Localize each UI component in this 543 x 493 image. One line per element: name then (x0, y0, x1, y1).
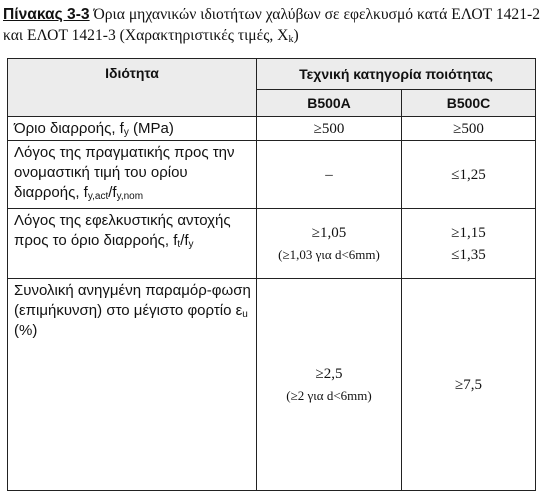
caption-subscript: k (288, 34, 294, 45)
header-b500c: B500C (402, 90, 536, 117)
table-row (8, 279, 536, 491)
table-row (8, 117, 536, 141)
value-b500c (402, 209, 536, 279)
prop-subscript: u (242, 309, 248, 320)
row-property (8, 279, 257, 491)
table-row (8, 141, 536, 209)
prop-subscript: y (188, 239, 194, 250)
caption-text: Όρια μηχανικών ιδιοτήτων χαλύβων σε εφελκυσμό κατά ΕΛΟΤ 1421-2 και ΕΛΟΤ 1421-3 (Χαρακτηριστικές τιμές, X (3, 6, 540, 44)
prop-text: (%) (14, 322, 38, 339)
prop-text: Λόγος της πραγματικής προς την ονομαστική τιμή του ορίου διαρροής, f (14, 144, 235, 201)
value-note: (≥1,03 για d<6mm) (278, 246, 380, 262)
prop-subscript: y (123, 127, 129, 138)
prop-subscript: t (177, 239, 181, 250)
value-b500a (257, 209, 402, 279)
caption-end: ) (293, 27, 299, 44)
value-b500a: ≥500 (257, 117, 402, 141)
prop-text: Λόγος της εφελκυστικής αντοχής προς το όριο διαρροής, f (14, 212, 231, 249)
prop-subscript: y,nom (116, 191, 144, 202)
header-b500a: B500A (257, 90, 402, 117)
prop-text: Συνολική ανηγμένη παραμόρ-φωση (επιμήκυνση) στο μέγιστο φορτίο ε (14, 282, 251, 319)
caption-label: Πίνακας 3-3 (3, 6, 90, 23)
value-b500c: ≤1,25 (402, 141, 536, 209)
value-b500c: ≥500 (402, 117, 536, 141)
properties-table (7, 58, 536, 491)
table-caption (3, 4, 541, 46)
value-min: ≥1,15 (451, 224, 486, 241)
header-category: Τεχνική κατηγορία ποιότητας (257, 59, 536, 90)
prop-subscript: y,act (87, 191, 109, 202)
prop-text: (MPa) (128, 120, 174, 137)
value-b500c: ≥7,5 (402, 279, 536, 491)
table-row (8, 209, 536, 279)
value-main: ≥2,5 (315, 365, 343, 382)
row-property (8, 141, 257, 209)
value-main: ≥1,05 (311, 224, 347, 241)
row-property (8, 117, 257, 141)
header-property: Ιδιότητα (8, 59, 257, 117)
prop-text: /f (108, 184, 117, 201)
row-property (8, 209, 257, 279)
prop-text: /f (180, 232, 189, 249)
value-max: ≤1,35 (451, 246, 486, 263)
value-note: (≥2 για d<6mm) (286, 387, 372, 403)
value-b500a (257, 279, 402, 491)
prop-text: Όριο διαρροής, f (14, 120, 124, 137)
value-b500a: – (257, 141, 402, 209)
